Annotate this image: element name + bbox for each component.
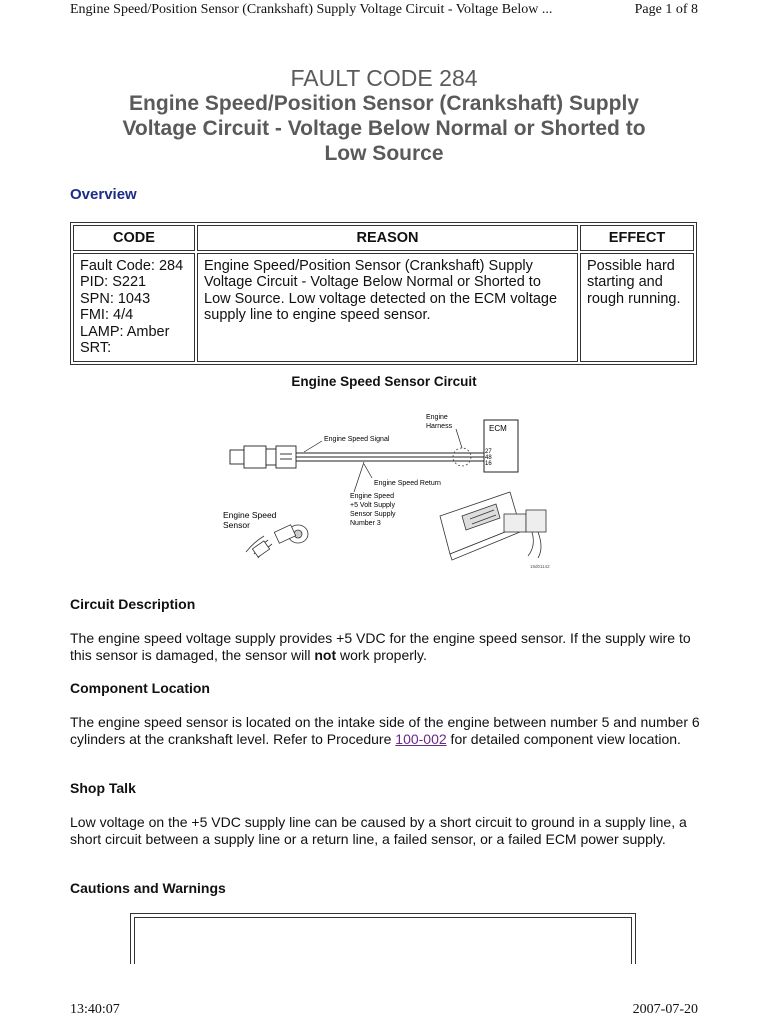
- code-line-pid: PID: S221: [80, 274, 147, 291]
- code-cell: [73, 253, 195, 362]
- label-sensor-line-1: Engine Speed: [223, 510, 277, 520]
- title-line-2: Voltage Circuit - Voltage Below Normal or Shorted to: [122, 117, 646, 140]
- component-location-heading: Component Location: [70, 680, 210, 696]
- circuit-text-part-1: The engine speed voltage supply provides +5 VDC for the engine speed sensor. If the supply wire to this sensor is damaged, the sensor will: [70, 630, 691, 663]
- label-ecm: ECM: [489, 424, 507, 433]
- footer-time: 13:40:07: [70, 1002, 120, 1017]
- component-text-part-2: for detailed component view location.: [446, 730, 681, 747]
- title-line-3: Low Source: [324, 142, 444, 165]
- title-line-1: Engine Speed/Position Sensor (Crankshaft) Supply: [129, 92, 639, 115]
- page-header: [70, 0, 698, 20]
- ecm-module-drawing: [440, 492, 546, 560]
- label-supply-line-1: Engine Speed: [350, 493, 394, 500]
- fault-code-table: [70, 222, 697, 365]
- overview-heading: Overview: [70, 186, 137, 203]
- code-line-fault-code: Fault Code: 284: [80, 258, 184, 274]
- cautions-box-inner: [134, 917, 632, 964]
- label-pin-48: 48: [485, 455, 492, 461]
- label-figure-id: 19d01142: [530, 564, 550, 569]
- sensor-probe-drawing: [230, 446, 296, 468]
- label-engine: Engine: [426, 414, 448, 421]
- header-page-number: Page 1 of 8: [634, 2, 698, 17]
- reason-cell: Engine Speed/Position Sensor (Crankshaft) Supply Voltage Circuit - Voltage Below Normal or Shorted to Low Source. Low voltage detected on the ECM voltage supply line to engine speed sensor.: [197, 253, 578, 362]
- reason-column-header: REASON: [197, 225, 578, 251]
- label-sensor-line-2: Sensor: [223, 520, 250, 530]
- fault-code-title: FAULT CODE 284: [290, 65, 478, 91]
- label-pin-27: 27: [485, 449, 492, 455]
- label-engine-speed-signal: Engine Speed Signal: [324, 436, 390, 443]
- table-header-row: [73, 225, 694, 251]
- code-line-srt: SRT:: [80, 340, 112, 357]
- shop-talk-text: Low voltage on the +5 VDC supply line can be caused by a short circuit to ground in a supply line, a short circuit between a supply line or a return line, a failed sensor, or a failed ECM power supply.: [70, 814, 687, 847]
- figure-title: Engine Speed Sensor Circuit: [291, 374, 477, 389]
- header-doc-title: Engine Speed/Position Sensor (Crankshaft) Supply Voltage Circuit - Voltage Below ...: [70, 2, 553, 17]
- label-supply-line-3: Sensor Supply: [350, 511, 396, 518]
- label-supply-line-2: +5 Volt Supply: [350, 502, 395, 509]
- component-location-text: [70, 714, 710, 747]
- code-line-spn: SPN: 1043: [80, 290, 151, 307]
- code-column-header: CODE: [73, 225, 195, 251]
- effect-cell: Possible hard starting and rough running.: [580, 253, 694, 362]
- label-engine-speed-return: Engine Speed Return: [374, 480, 441, 487]
- circuit-description-text: [70, 630, 710, 663]
- circuit-description-heading: Circuit Description: [70, 596, 196, 612]
- effect-column-header: EFFECT: [580, 225, 694, 251]
- shop-talk-heading: Shop Talk: [70, 780, 136, 796]
- circuit-text-bold: not: [314, 646, 337, 663]
- harness-wires: [296, 453, 484, 461]
- label-supply-line-4: Number 3: [350, 520, 381, 527]
- circuit-text-part-2: work properly.: [336, 646, 427, 663]
- footer-date: 2007-07-20: [632, 1002, 698, 1017]
- page-footer: [70, 1000, 698, 1020]
- label-pin-16: 16: [485, 461, 492, 467]
- code-line-fmi: FMI: 4/4: [80, 307, 134, 324]
- procedure-link[interactable]: 100-002: [395, 730, 447, 747]
- table-row: [73, 253, 694, 362]
- cautions-warnings-heading: Cautions and Warnings: [70, 880, 226, 896]
- component-text-part-1: The engine speed sensor is located on the intake side of the engine between number 5 and number 6 cylinders at the crankshaft level. Refer to Procedure: [70, 714, 700, 747]
- engine-speed-sensor-circuit-diagram: [214, 404, 564, 576]
- page-title: [70, 66, 698, 166]
- code-line-lamp: LAMP: Amber: [80, 323, 170, 340]
- sensor-pictorial-drawing: [246, 525, 308, 558]
- cautions-box: [130, 913, 636, 964]
- label-harness: Harness: [426, 423, 453, 430]
